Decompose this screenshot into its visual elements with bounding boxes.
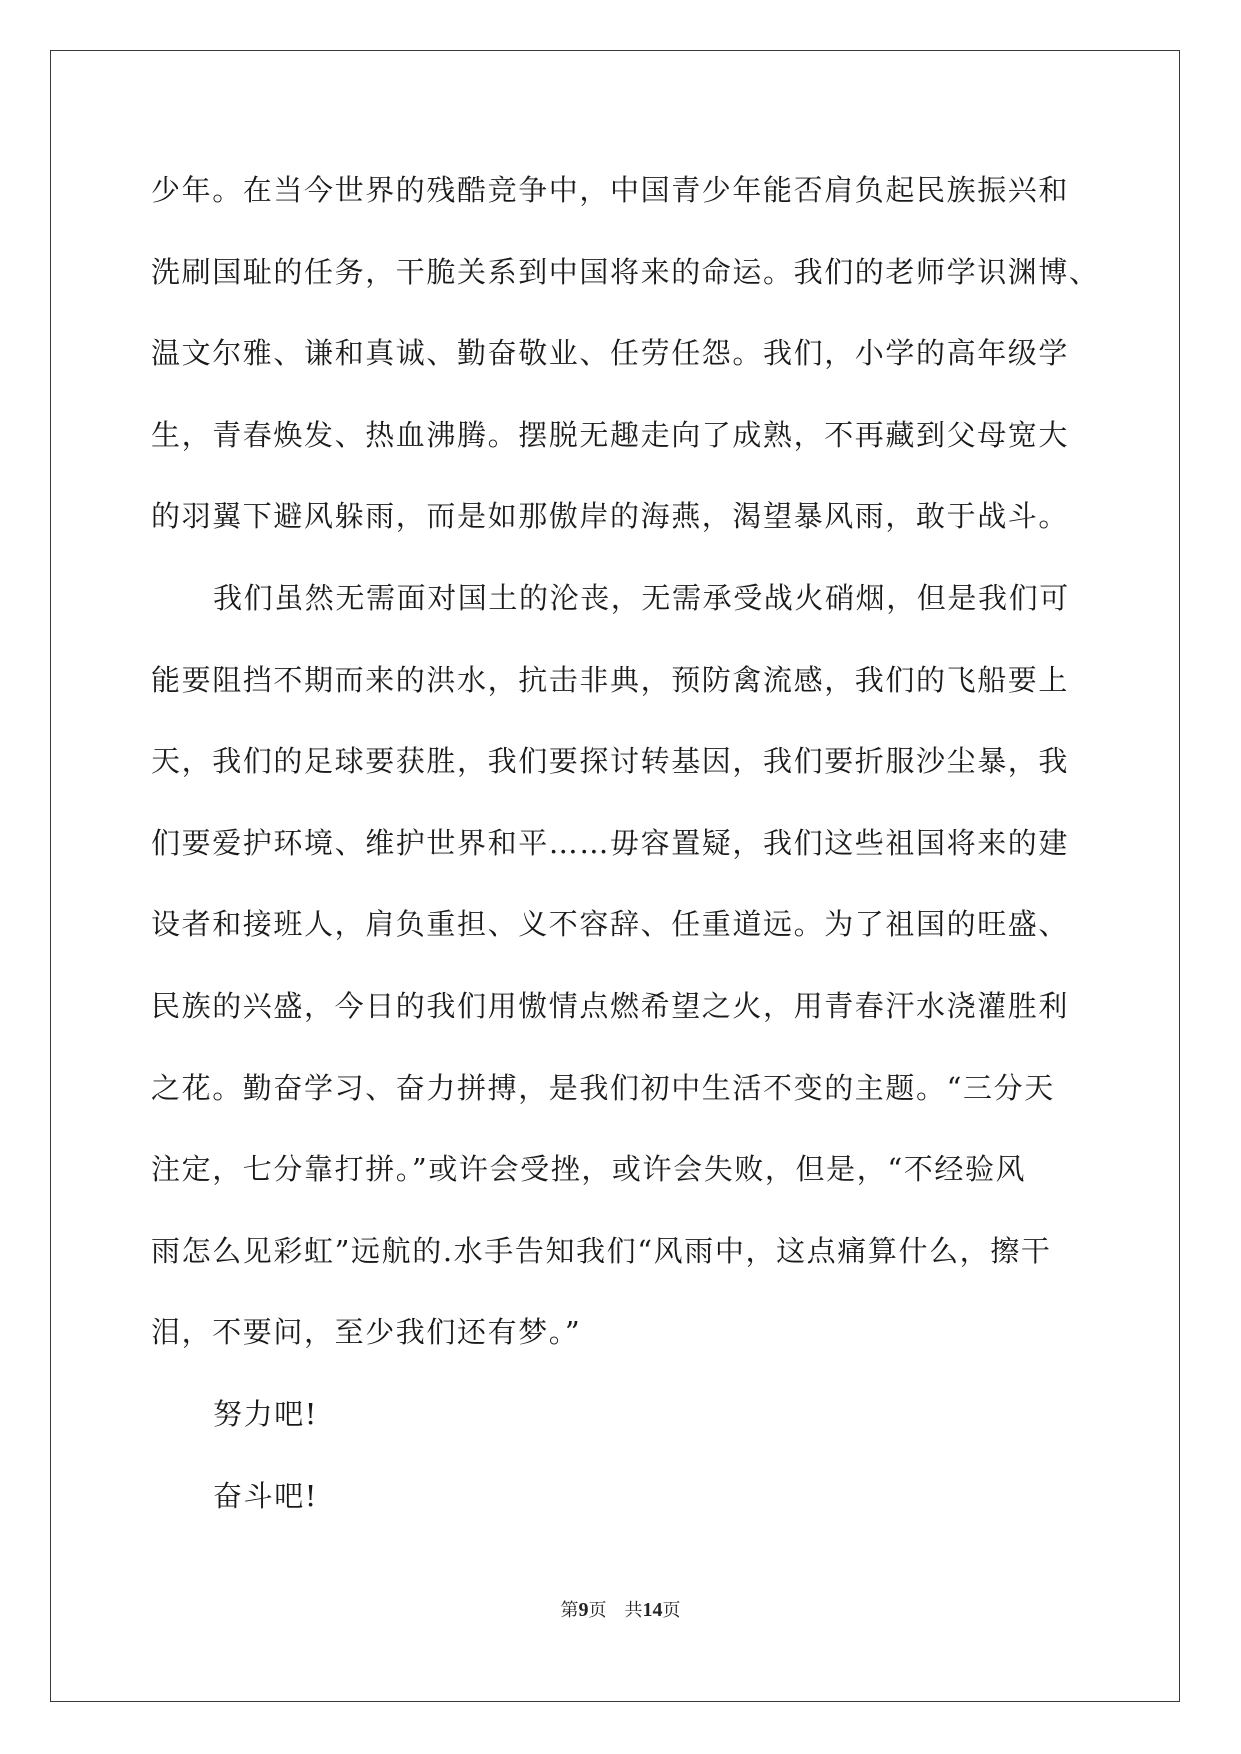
page-footer xyxy=(0,1598,1241,1622)
text-line: 奋斗吧! xyxy=(213,1478,319,1513)
footer-prefix: 第 xyxy=(560,1600,579,1620)
footer-page-suffix: 页 xyxy=(588,1600,607,1620)
text-line: 民族的兴盛，今日的我们用慠情点燃希望之火，用青春汗水浇灌胜利 xyxy=(151,988,1070,1023)
text-line: 雨怎么见彩虹”远航的.水手告知我们“风雨中，这点痛算什么，擦干 xyxy=(151,1233,1052,1268)
text-line: 之花。勤奋学习、奋力拼搏，是我们初中生活不变的主题。“三分天 xyxy=(151,1070,1055,1105)
text-line: 生，青春焕发、热血沸腾。摆脱无趣走向了成熟，不再藏到父母宽大 xyxy=(151,417,1070,452)
footer-page-number: 9 xyxy=(578,1599,589,1621)
footer-total-pages: 14 xyxy=(642,1599,663,1621)
text-line: 洗刷国耻的任务，干脆关系到中国将来的命运。我们的老师学识渊博、 xyxy=(151,254,1100,289)
text-line: 泪，不要问，至少我们还有梦。” xyxy=(151,1315,582,1350)
text-line: 努力吧! xyxy=(213,1396,319,1431)
text-line: 我们虽然无需面对国土的沦丧，无需承受战火硝烟，但是我们可 xyxy=(213,580,1070,615)
document-body xyxy=(151,157,1100,1544)
footer-total-prefix: 共 xyxy=(624,1600,643,1620)
text-line: 注定，七分靠打拼。”或许会受挫，或许会失败，但是，“不经验风 xyxy=(151,1152,1027,1187)
footer-total-suffix: 页 xyxy=(662,1600,681,1620)
text-line: 们要爱护环境、维护世界和平……毋容置疑，我们这些祖国将来的建 xyxy=(151,825,1070,860)
text-line: 能要阻挡不期而来的洪水，抗击非典，预防禽流感，我们的飞船要上 xyxy=(151,662,1070,697)
text-line: 的羽翼下避风躲雨，而是如那傲岸的海燕，渴望暴风雨，敢于战斗。 xyxy=(151,499,1070,534)
text-line: 温文尔雅、谦和真诚、勤奋敬业、任劳任怨。我们，小学的高年级学 xyxy=(151,336,1070,371)
text-line: 少年。在当今世界的残酷竞争中，中国青少年能否肩负起民族振兴和 xyxy=(151,173,1070,207)
text-line: 天，我们的足球要获胜，我们要探讨转基因，我们要折服沙尘暴，我 xyxy=(151,744,1070,779)
text-line: 设者和接班人，肩负重担、义不容辞、任重道远。为了祖国的旺盛、 xyxy=(151,907,1070,942)
